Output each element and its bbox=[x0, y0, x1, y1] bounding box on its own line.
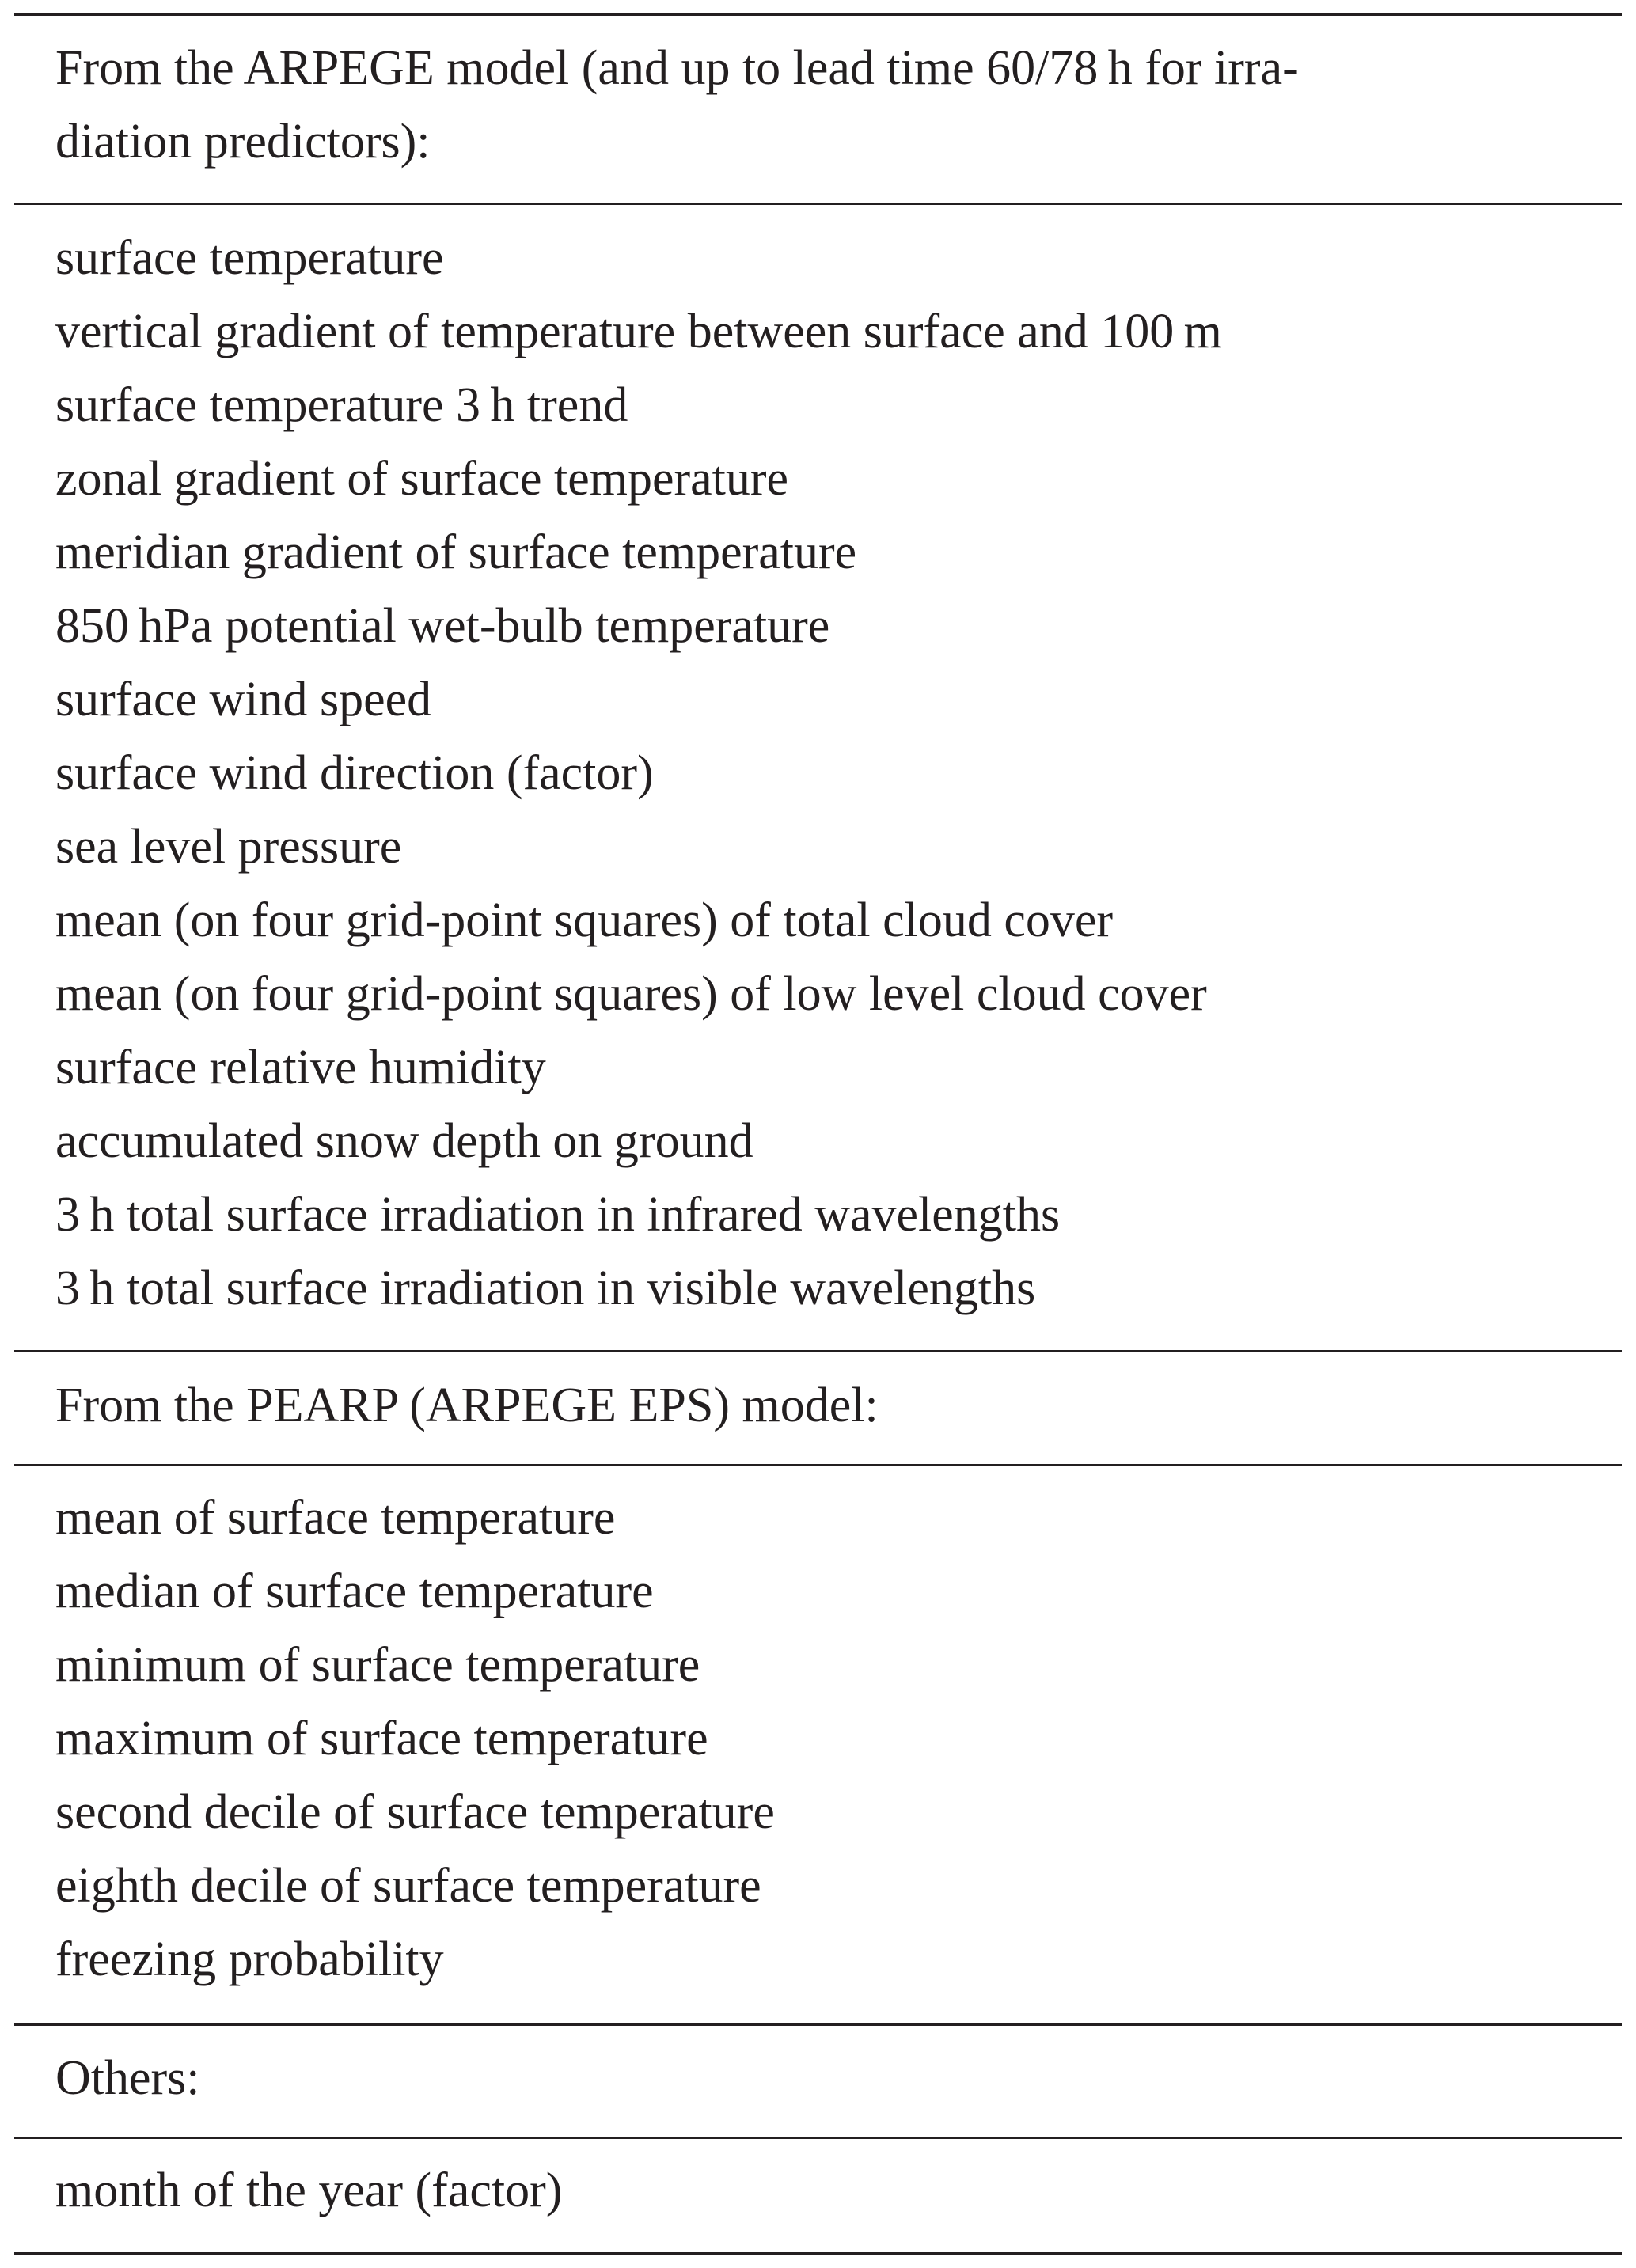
list-item: surface relative humidity bbox=[55, 1041, 546, 1094]
list-item: month of the year (factor) bbox=[55, 2164, 563, 2217]
rule-pearp-header bbox=[14, 1464, 1622, 1466]
list-item: minimum of surface temperature bbox=[55, 1638, 700, 1692]
list-item: vertical gradient of temperature between surface and 100 m bbox=[55, 305, 1222, 358]
rule-arpege-header bbox=[14, 203, 1622, 205]
list-item: surface temperature 3 h trend bbox=[55, 378, 628, 432]
rule-bottom bbox=[14, 2252, 1622, 2255]
list-item: sea level pressure bbox=[55, 820, 402, 874]
list-item: second decile of surface temperature bbox=[55, 1785, 775, 1839]
list-item: zonal gradient of surface temperature bbox=[55, 452, 789, 506]
list-item: maximum of surface temperature bbox=[55, 1712, 708, 1765]
list-item: eighth decile of surface temperature bbox=[55, 1859, 761, 1913]
list-item: mean of surface temperature bbox=[55, 1491, 616, 1545]
list-item: mean (on four grid-point squares) of low level cloud cover bbox=[55, 967, 1207, 1021]
header-line: From the ARPEGE model (and up to lead time 60/78 h for irra- bbox=[55, 41, 1299, 95]
header-line: Others: bbox=[55, 2051, 200, 2105]
list-item: surface temperature bbox=[55, 231, 444, 285]
section-header-others bbox=[55, 2042, 1591, 2115]
section-items-others bbox=[55, 2154, 1591, 2228]
list-item: surface wind direction (factor) bbox=[55, 746, 654, 800]
list-item: freezing probability bbox=[55, 1932, 444, 1986]
list-item: mean (on four grid-point squares) of total cloud cover bbox=[55, 893, 1114, 947]
section-items-pearp bbox=[55, 1481, 1591, 1997]
rule-pearp-items bbox=[14, 2023, 1622, 2026]
rule-others-header bbox=[14, 2137, 1622, 2139]
rule-arpege-items bbox=[14, 1350, 1622, 1352]
list-item: 3 h total surface irradiation in visible wavelengths bbox=[55, 1261, 1036, 1315]
list-item: accumulated snow depth on ground bbox=[55, 1114, 753, 1168]
list-item: meridian gradient of surface temperature bbox=[55, 525, 857, 579]
section-header-pearp bbox=[55, 1369, 1591, 1443]
section-items-arpege bbox=[55, 222, 1591, 1326]
list-item: 3 h total surface irradiation in infrared wavelengths bbox=[55, 1188, 1061, 1242]
section-header-arpege bbox=[55, 32, 1591, 179]
rule-top bbox=[14, 13, 1622, 16]
header-line: diation predictors): bbox=[55, 115, 431, 169]
list-item: 850 hPa potential wet-bulb temperature bbox=[55, 599, 830, 653]
header-line: From the PEARP (ARPEGE EPS) model: bbox=[55, 1379, 879, 1432]
list-item: surface wind speed bbox=[55, 673, 432, 726]
list-item: median of surface temperature bbox=[55, 1564, 654, 1618]
